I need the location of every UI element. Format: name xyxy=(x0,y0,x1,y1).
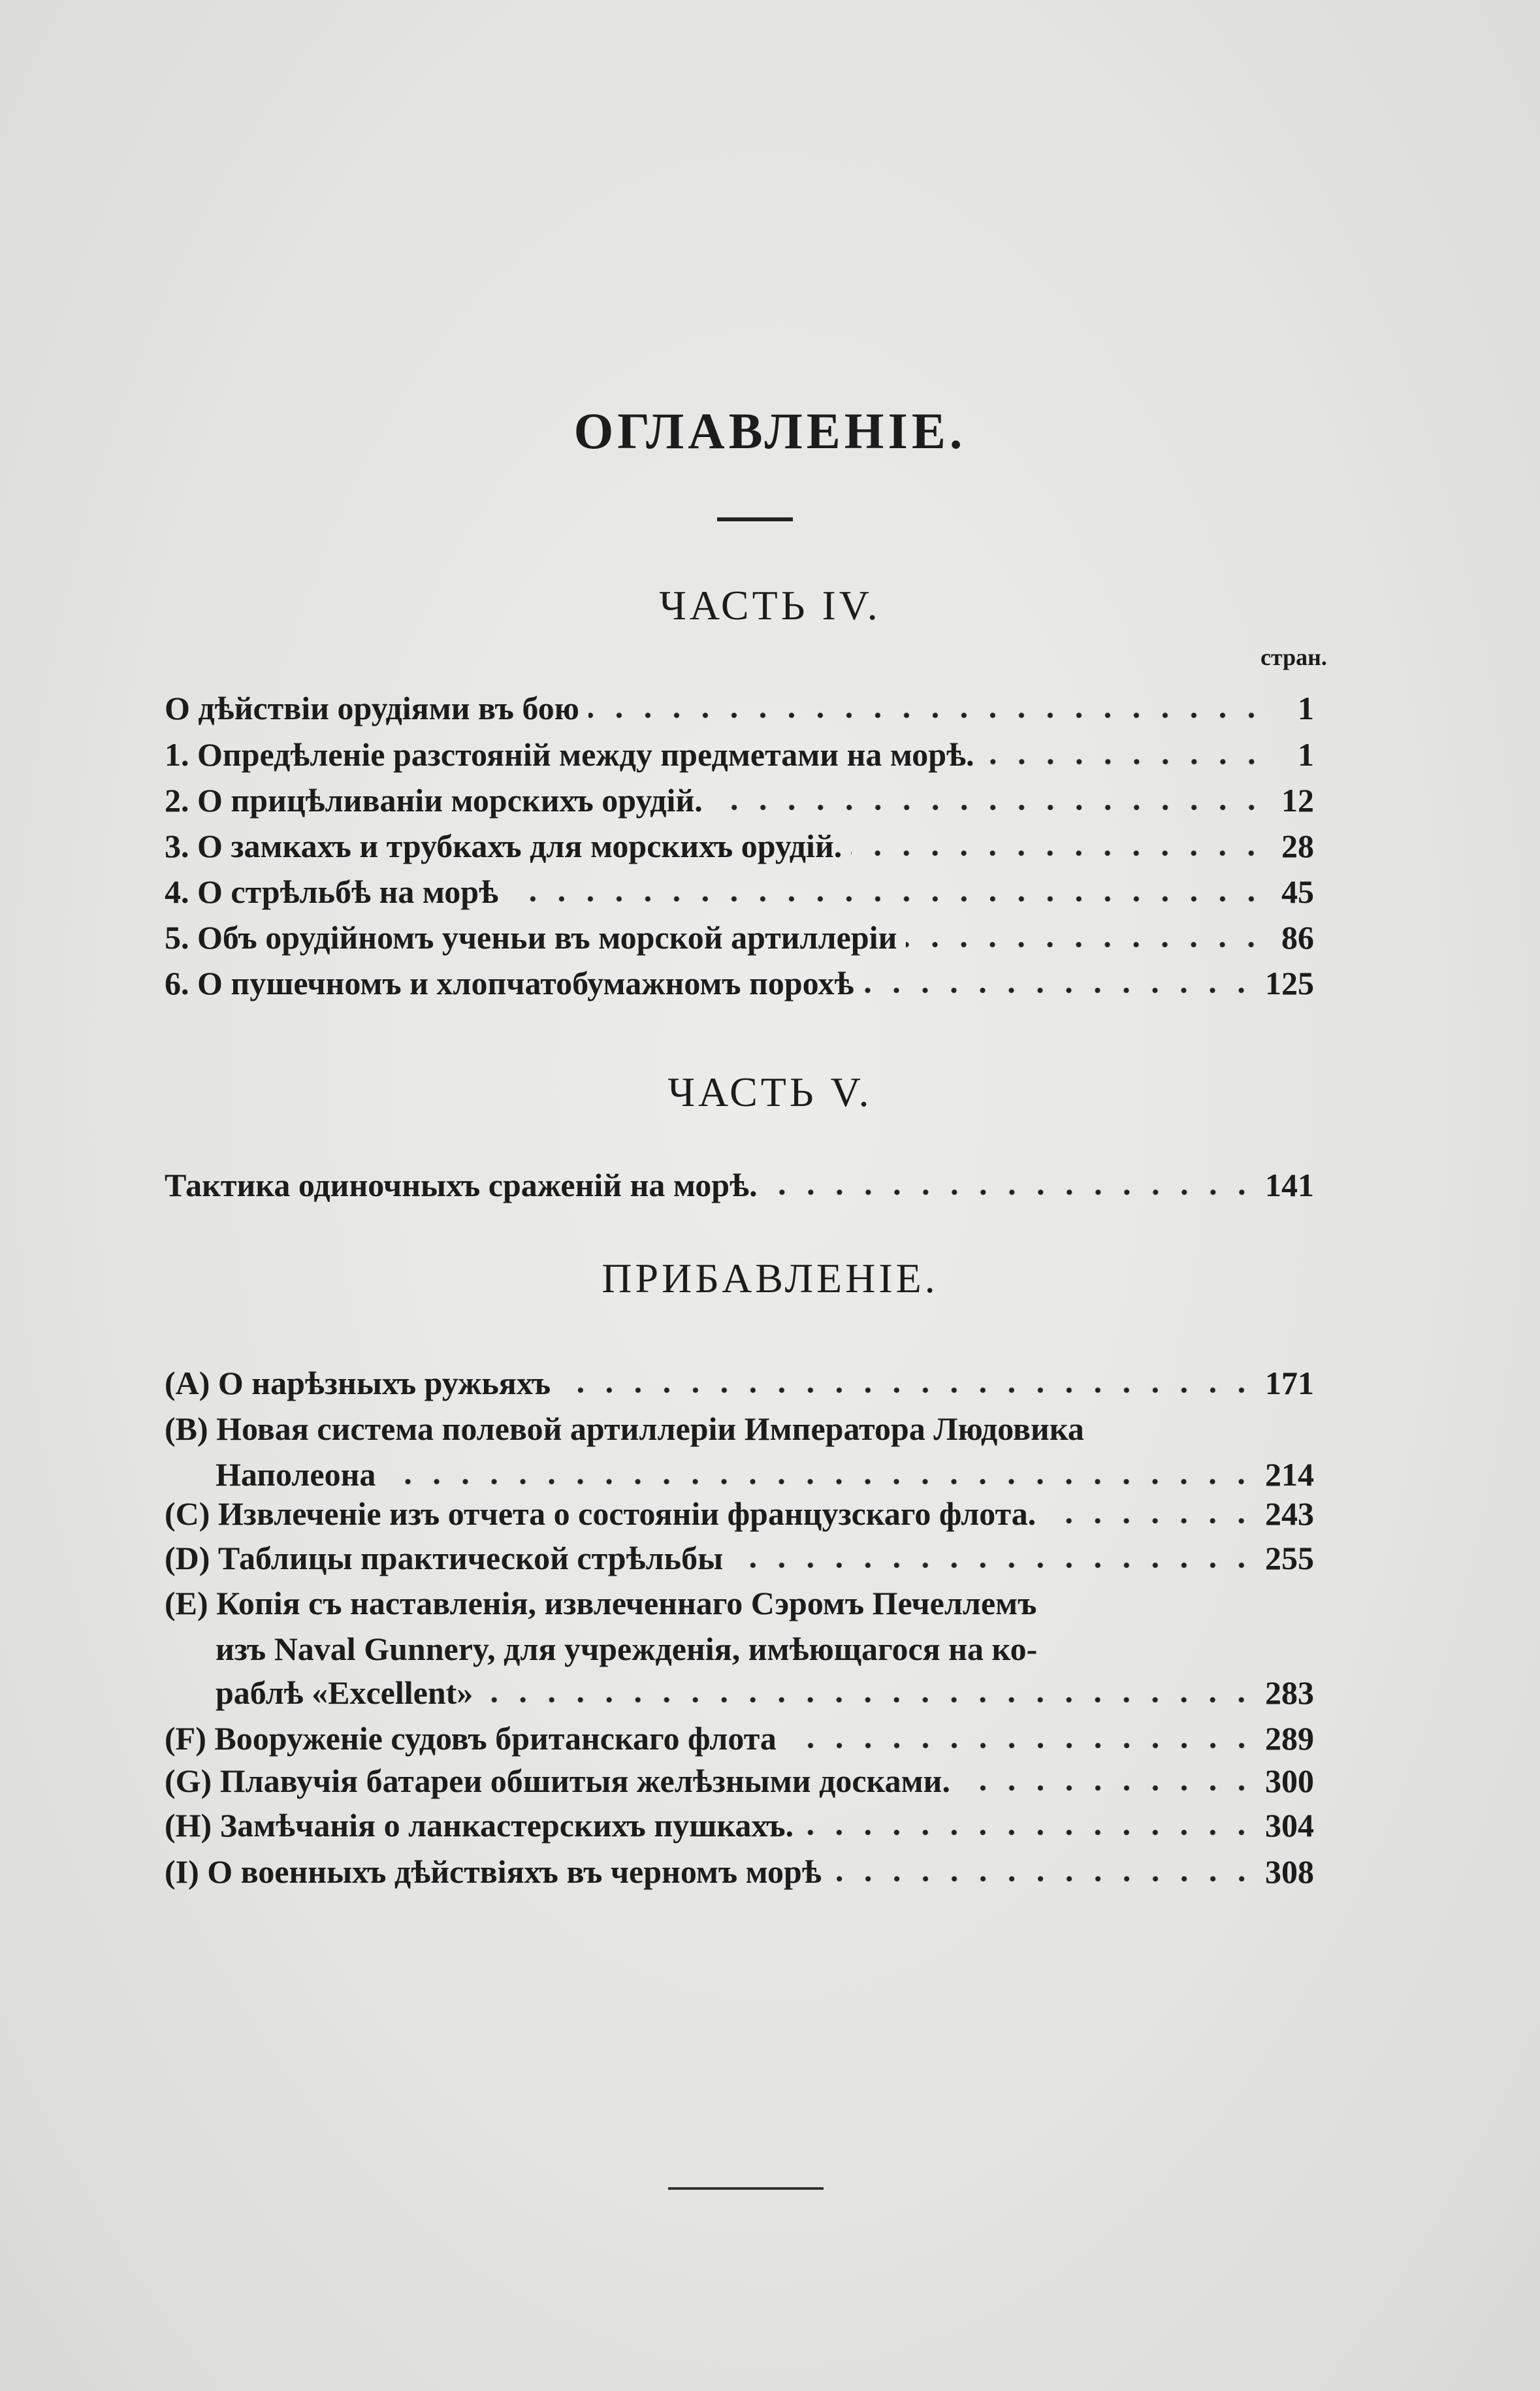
entry-title: (H) Замѣчанія о ланкастерскихъ пушкахъ. xyxy=(165,1807,794,1844)
entry-title: (D) Таблицы практической стрѣльбы xyxy=(165,1540,724,1576)
entry-title-continuation: изъ Naval Gunnery, для учрежденія, имѣющагося на ко- xyxy=(216,1631,1038,1667)
toc-entry xyxy=(165,1853,1314,1891)
closing-rule xyxy=(668,2187,824,2190)
entry-page: 304 xyxy=(1265,1807,1314,1844)
dot-leader xyxy=(482,1695,1256,1704)
entry-title: 1. Опредѣленіе разстояній между предметами на морѣ. xyxy=(165,736,974,773)
entry-title-continuation: Наполеона xyxy=(216,1456,376,1493)
entry-page: 86 xyxy=(1281,919,1314,956)
entry-title: (F) Вооруженіе судовъ британскаго флота xyxy=(165,1720,777,1757)
entry-title: (A) О нарѣзныхъ ружьяхъ xyxy=(165,1365,551,1401)
toc-entry xyxy=(165,919,1314,956)
entry-title: (E) Копія съ наставленія, извлеченнаго Сэромъ Печеллемъ xyxy=(165,1585,1037,1621)
entry-title-continuation: раблѣ «Excellent» xyxy=(216,1674,473,1711)
appendix-heading: ПРИБАВЛЕНІЕ. xyxy=(602,1255,938,1301)
toc-entry xyxy=(165,1495,1314,1533)
toc-entry xyxy=(165,1166,1314,1204)
toc-entry-continuation xyxy=(216,1456,1314,1493)
toc-entry xyxy=(165,1539,1314,1577)
entry-title: 3. О замкахъ и трубкахъ для морскихъ орудій. xyxy=(165,828,842,864)
entry-title: 2. О прицѣливаніи морскихъ орудій. xyxy=(165,782,703,819)
part-iv-heading: ЧАСТЬ IV. xyxy=(659,582,881,628)
dot-leader xyxy=(732,1561,1256,1570)
toc-entry xyxy=(165,873,1314,911)
entry-page: 125 xyxy=(1265,965,1314,1001)
toc-entry xyxy=(165,781,1314,819)
toc-entry xyxy=(165,1806,1314,1844)
entry-title: 6. О пушечномъ и хлопчатобумажномъ порохѣ xyxy=(165,965,854,1001)
dot-leader xyxy=(959,1783,1256,1793)
dot-leader xyxy=(767,1188,1256,1197)
toc-entry xyxy=(165,827,1314,865)
toc-entry-continuation xyxy=(216,1630,1314,1668)
toc-entry xyxy=(165,964,1314,1002)
dot-leader xyxy=(1045,1516,1256,1525)
entry-page: 12 xyxy=(1281,782,1314,819)
page-column-label: стран. xyxy=(1260,644,1327,670)
entry-page: 141 xyxy=(1265,1167,1314,1203)
dot-leader xyxy=(984,757,1266,766)
part-v-heading: ЧАСТЬ V. xyxy=(667,1069,873,1115)
page-title: ОГЛАВЛЕНІЕ. xyxy=(573,402,967,459)
entry-page: 243 xyxy=(1265,1495,1314,1532)
entry-title: О дѣйствіи орудіями въ бою xyxy=(165,690,580,726)
toc-entry xyxy=(165,736,1314,773)
dot-leader xyxy=(786,1741,1256,1750)
dot-leader xyxy=(507,894,1266,903)
dot-leader xyxy=(863,986,1256,995)
toc-entry xyxy=(165,1584,1314,1622)
entry-title: 5. Объ орудійномъ ученьи въ морской артиллеріи xyxy=(165,919,897,956)
dot-leader xyxy=(803,1828,1256,1837)
entry-title: (G) Плавучія батареи обшитыя желѣзными досками. xyxy=(165,1763,950,1799)
dot-leader xyxy=(851,849,1266,858)
toc-entry xyxy=(165,1410,1314,1448)
entry-page: 308 xyxy=(1265,1853,1314,1890)
entry-title: 4. О стрѣльбѣ на морѣ xyxy=(165,873,499,910)
entry-page: 214 xyxy=(1265,1456,1314,1493)
toc-entry xyxy=(165,1719,1314,1757)
entry-page: 283 xyxy=(1265,1674,1314,1711)
entry-page: 1 xyxy=(1298,690,1314,726)
dot-leader xyxy=(560,1386,1256,1395)
dot-leader xyxy=(712,803,1266,812)
toc-entry-continuation xyxy=(216,1674,1314,1712)
entry-page: 28 xyxy=(1281,828,1314,864)
entry-title: (I) О военныхъ дѣйствіяхъ въ черномъ морѣ xyxy=(165,1853,822,1890)
toc-entry xyxy=(165,1364,1314,1402)
entry-title: (B) Новая система полевой артиллеріи Императора Людовика xyxy=(165,1410,1084,1447)
entry-title: Тактика одиночныхъ сраженій на морѣ. xyxy=(165,1167,758,1203)
entry-page: 255 xyxy=(1265,1540,1314,1576)
dot-leader xyxy=(906,940,1266,949)
entry-title: (C) Извлеченіе изъ отчета о состояніи французскаго флота. xyxy=(165,1495,1036,1532)
dot-leader xyxy=(831,1874,1256,1883)
toc-entry xyxy=(165,1762,1314,1800)
dot-leader xyxy=(385,1477,1256,1486)
entry-page: 45 xyxy=(1281,873,1314,910)
entry-page: 171 xyxy=(1265,1365,1314,1401)
entry-page: 300 xyxy=(1265,1763,1314,1799)
dot-leader xyxy=(588,711,1266,720)
title-divider xyxy=(717,517,793,521)
toc-entry xyxy=(165,689,1314,727)
entry-page: 289 xyxy=(1265,1720,1314,1757)
entry-page: 1 xyxy=(1298,736,1314,773)
